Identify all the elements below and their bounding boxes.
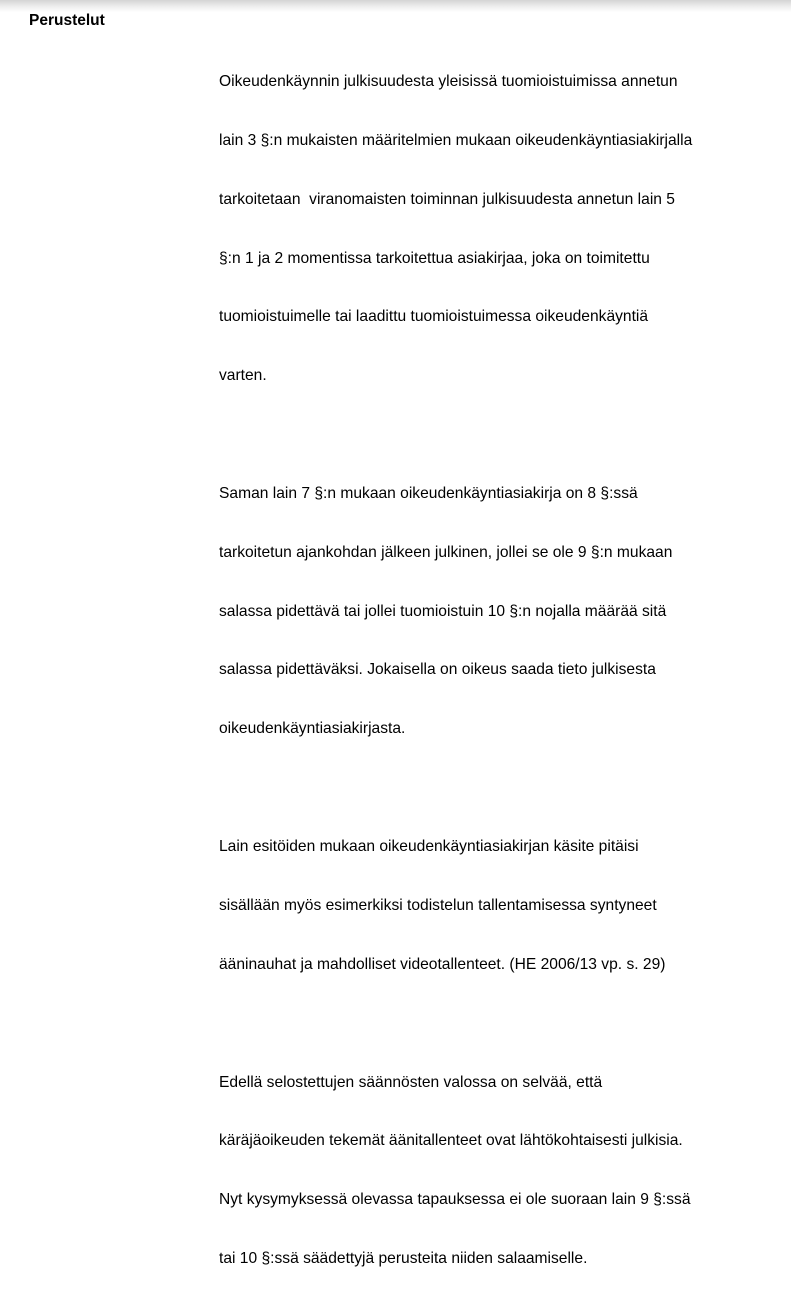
- paragraph-3: [219, 798, 784, 1014]
- paragraph-2: [219, 445, 784, 778]
- paragraph-line: varten.: [219, 367, 267, 385]
- paragraph-line: §:n 1 ja 2 momentissa tarkoitettua asiakirjaa, joka on toimitettu: [219, 249, 650, 267]
- paragraph-line: salassa pidettävä tai jollei tuomioistuin 10 §:n nojalla määrää sitä: [219, 602, 667, 620]
- paragraph-1: [219, 33, 784, 425]
- paragraph-line: Edellä selostettujen säännösten valossa on selvää, että: [219, 1073, 603, 1091]
- section-heading: Perustelut: [29, 12, 105, 29]
- paragraph-line: Nyt kysymyksessä olevassa tapauksessa ei ole suoraan lain 9 §:ssä: [219, 1191, 691, 1209]
- paragraph-line: tarkoitetun ajankohdan jälkeen julkinen, jollei se ole 9 §:n mukaan: [219, 543, 673, 561]
- paragraph-line: Saman lain 7 §:n mukaan oikeudenkäyntiasiakirja on 8 §:ssä: [219, 485, 638, 503]
- paragraph-line: tarkoitetaan viranomaisten toiminnan julkisuudesta annetun lain 5: [219, 190, 675, 208]
- paragraph-4: [219, 1034, 784, 1308]
- paragraph-line: sisällään myös esimerkiksi todistelun tallentamisessa syntyneet: [219, 896, 657, 914]
- paragraph-line: tai 10 §:ssä säädettyjä perusteita niiden salaamiselle.: [219, 1250, 588, 1268]
- paragraph-line: oikeudenkäyntiasiakirjasta.: [219, 720, 406, 738]
- paragraph-line: Lain esitöiden mukaan oikeudenkäyntiasiakirjan käsite pitäisi: [219, 838, 639, 856]
- body-text: [219, 33, 784, 1308]
- paragraph-line: ääninauhat ja mahdolliset videotallenteet. (HE 2006/13 vp. s. 29): [219, 955, 666, 973]
- paragraph-line: lain 3 §:n mukaisten määritelmien mukaan oikeudenkäyntiasiakirjalla: [219, 131, 693, 149]
- top-edge-shadow: [0, 0, 791, 12]
- paragraph-line: Oikeudenkäynnin julkisuudesta yleisissä tuomioistuimissa annetun: [219, 73, 678, 91]
- paragraph-line: käräjäoikeuden tekemät äänitallenteet ovat lähtökohtaisesti julkisia.: [219, 1132, 683, 1150]
- paragraph-line: salassa pidettäväksi. Jokaisella on oikeus saada tieto julkisesta: [219, 661, 656, 679]
- paragraph-line: tuomioistuimelle tai laadittu tuomioistuimessa oikeudenkäyntiä: [219, 308, 649, 326]
